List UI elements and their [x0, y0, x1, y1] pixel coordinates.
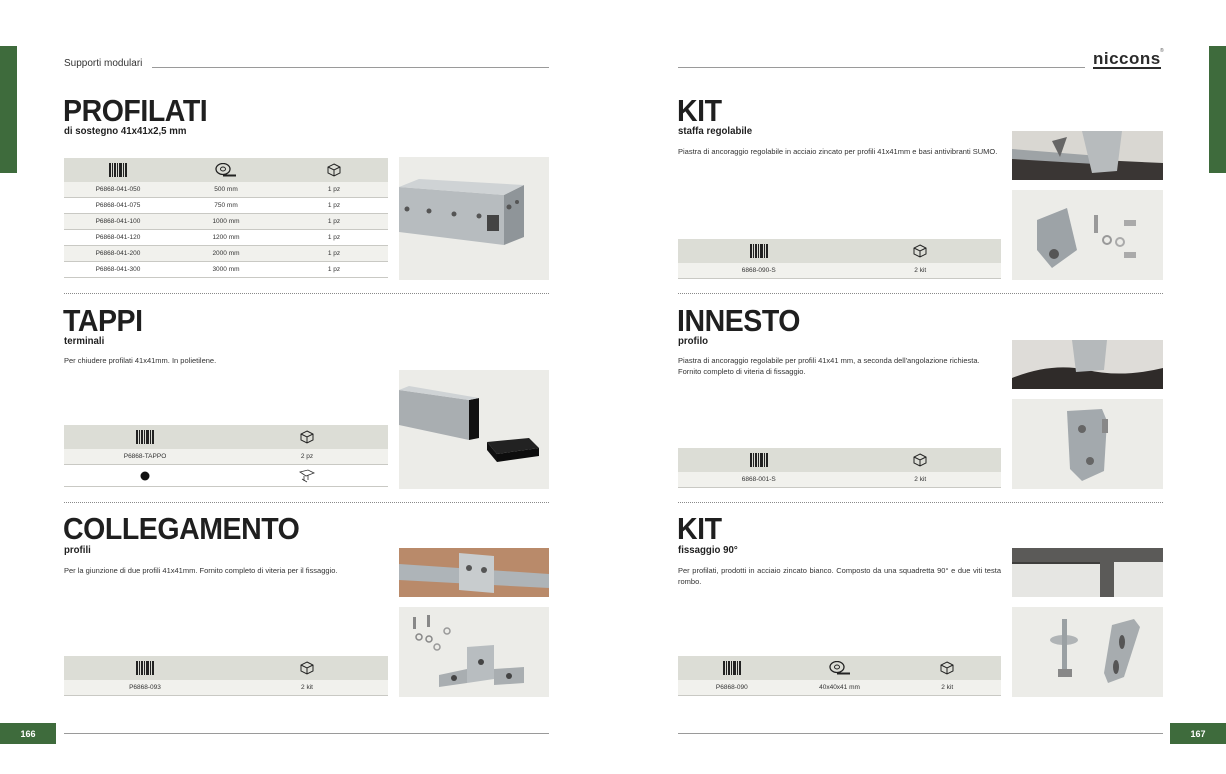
- table-header: [678, 239, 1001, 263]
- product-code: P6868-041-050: [95, 186, 141, 193]
- product-code: P6868-041-200: [95, 250, 141, 257]
- barcode-icon: [678, 244, 840, 258]
- box-icon: [840, 453, 1002, 467]
- innesto-description: [678, 355, 980, 377]
- product-qty: 2 kit: [914, 476, 927, 483]
- product-code: P6868-041-120: [95, 234, 141, 241]
- product-qty: 1 pz: [327, 186, 341, 193]
- product-length: 1200 mm: [212, 234, 240, 241]
- product-code: P6868-041-075: [95, 202, 141, 209]
- tape-measure-icon: [786, 661, 894, 675]
- box-icon: [893, 661, 1001, 675]
- tappi-subtitle: terminali: [64, 335, 105, 347]
- product-code: 6868-001-S: [741, 476, 776, 483]
- barcode-icon: [64, 430, 226, 444]
- kit-fissaggio-photo-kit: [1012, 607, 1163, 697]
- tappi-photo: [399, 370, 549, 489]
- product-length: 3000 mm: [212, 266, 240, 273]
- table-header: [64, 158, 388, 182]
- kit-staffa-subtitle: staffa regolabile: [678, 125, 753, 137]
- barcode-icon: [64, 163, 172, 177]
- box-icon: [226, 661, 388, 675]
- tappi-table: [64, 425, 388, 487]
- kit-staffa-description: Piastra di ancoraggio regolabile in acciaio zincato per profili 41x41mm e basi antivibranti SUMO.: [678, 147, 998, 156]
- innesto-title: INNESTO: [677, 303, 801, 338]
- profilati-table: [64, 158, 388, 278]
- collegamento-table: [64, 656, 388, 696]
- kit-fissaggio-title: KIT: [677, 511, 722, 546]
- tape-measure-icon: [172, 163, 280, 177]
- table-row: [64, 680, 388, 696]
- innesto-description-line: Piastra di ancoraggio regolabile per profili 41x41 mm, a seconda dell'angolazione richiesta.: [678, 356, 980, 365]
- box-icon: [280, 163, 388, 177]
- product-length: 500 mm: [214, 186, 238, 193]
- product-code: P6868-041-300: [95, 266, 141, 273]
- collegamento-photo-installed: [399, 548, 549, 597]
- kit-fissaggio-subtitle: fissaggio 90°: [678, 544, 738, 556]
- barcode-icon: [64, 661, 226, 675]
- innesto-photo-kit: [1012, 399, 1163, 489]
- kit-staffa-photo-installed: [1012, 131, 1163, 180]
- product-qty: 1 pz: [327, 218, 341, 225]
- table-row: [678, 472, 1001, 488]
- kit-fissaggio-photo-installed: [1012, 548, 1163, 597]
- tappi-title: TAPPI: [63, 303, 143, 338]
- section-separator: [678, 293, 1163, 294]
- profilati-subtitle: di sostegno 41x41x2,5 mm: [64, 125, 187, 137]
- innesto-photo-installed: [1012, 340, 1163, 389]
- table-row: [678, 263, 1001, 279]
- collegamento-subtitle: profili: [64, 544, 91, 556]
- trademark-mark: ®: [1160, 48, 1164, 54]
- brand-logo: niccons: [1093, 49, 1161, 68]
- product-qty: 1 pz: [327, 202, 341, 209]
- header-rule-right: [678, 67, 1085, 68]
- section-separator: [678, 502, 1163, 503]
- innesto-subtitle: profilo: [678, 335, 709, 347]
- table-row: [64, 262, 388, 278]
- barcode-icon: [678, 661, 786, 675]
- table-header: [64, 425, 388, 449]
- innesto-description-line: Fornito completo di viteria di fissaggio.: [678, 367, 806, 376]
- barcode-icon: [678, 453, 840, 467]
- product-qty: 2 pz: [300, 453, 314, 460]
- product-size: 40x40x41 mm: [819, 684, 860, 691]
- header-rule-left: [152, 67, 549, 68]
- product-code: P6868-093: [129, 684, 161, 691]
- profilati-photo: [399, 157, 549, 280]
- product-length: 1000 mm: [212, 218, 240, 225]
- table-header: [678, 656, 1001, 680]
- tappi-description: Per chiudere profilati 41x41mm. In polietilene.: [64, 356, 217, 365]
- footer-rule-left: [64, 733, 549, 734]
- table-header: [64, 656, 388, 680]
- black-dot-icon: [64, 471, 226, 481]
- product-qty: 1 pz: [327, 266, 341, 273]
- table-row: [64, 198, 388, 214]
- table-row: [64, 246, 388, 262]
- product-code: P6868-041-100: [95, 218, 141, 225]
- collegamento-description: Per la giunzione di due profili 41x41mm. Fornito completo di viteria per il fissaggio.: [64, 566, 338, 575]
- table-row: [64, 214, 388, 230]
- product-qty: 1 pz: [327, 250, 341, 257]
- product-qty: 2 kit: [301, 684, 313, 691]
- collegamento-title: COLLEGAMENTO: [63, 511, 300, 546]
- kit-staffa-table: [678, 239, 1001, 279]
- footer-rule-right: [678, 733, 1163, 734]
- section-separator: [64, 502, 549, 503]
- right-page-tab: [1209, 46, 1226, 173]
- left-page-tab: [0, 46, 17, 173]
- product-code: 6868-090-S: [741, 267, 776, 274]
- profilati-title: PROFILATI: [63, 93, 208, 128]
- innesto-table: [678, 448, 1001, 488]
- kit-staffa-title: KIT: [677, 93, 722, 128]
- product-qty: 1 pz: [327, 234, 341, 241]
- collegamento-photo-kit: [399, 607, 549, 697]
- table-row: [64, 449, 388, 465]
- box-icon: [840, 244, 1002, 258]
- product-length: 750 mm: [214, 202, 238, 209]
- product-qty: 2 kit: [941, 684, 954, 691]
- section-separator: [64, 293, 549, 294]
- product-code: P6868-TAPPO: [123, 453, 167, 460]
- page-number-right: 167: [1170, 723, 1226, 744]
- product-length: 2000 mm: [212, 250, 240, 257]
- table-row: [678, 680, 1001, 696]
- table-row: [64, 465, 388, 487]
- kit-fissaggio-description: Per profilati, prodotti in acciaio zincato bianco. Composto da una squadretta 90° e due viti testa rombo.: [678, 566, 1001, 586]
- product-code: P6868-090: [715, 684, 748, 691]
- kit-staffa-photo-kit: [1012, 190, 1163, 280]
- table-row: [64, 182, 388, 198]
- page-number-left: 166: [0, 723, 56, 744]
- section-label: Supporti modulari: [64, 58, 143, 69]
- table-header: [678, 448, 1001, 472]
- product-qty: 2 kit: [914, 267, 927, 274]
- end-cap-icon: [226, 468, 388, 484]
- kit-fissaggio-table: [678, 656, 1001, 696]
- box-icon: [226, 430, 388, 444]
- table-row: [64, 230, 388, 246]
